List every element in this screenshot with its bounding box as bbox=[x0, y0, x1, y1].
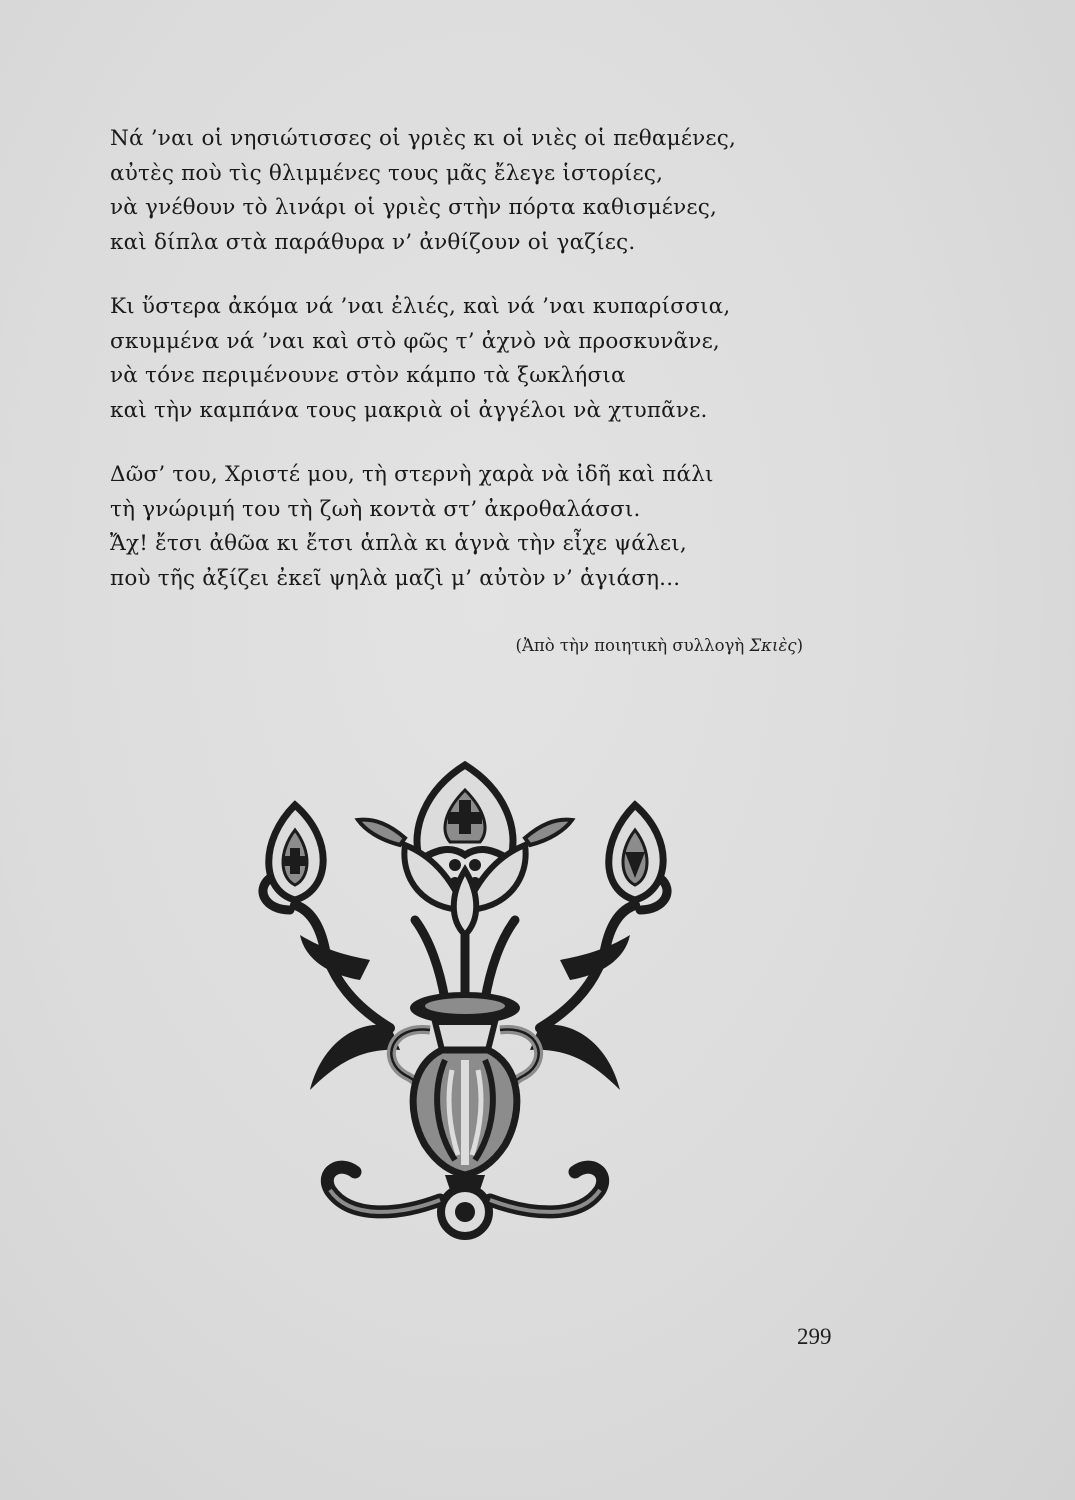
poem-line: Δῶσ’ του, Χριστέ μου, τὴ στερνὴ χαρὰ νὰ ἰδῆ καὶ πάλι bbox=[110, 462, 714, 487]
flower-vase-ornament-icon bbox=[240, 760, 690, 1250]
poem-line: τὴ γνώριμή του τὴ ζωὴ κοντὰ στ’ ἀκροθαλάσσι. bbox=[110, 496, 641, 522]
poem-line: καὶ τὴν καμπάνα τους μακριὰ οἱ ἀγγέλοι νὰ χτυπᾶνε. bbox=[110, 397, 708, 423]
poem-line: αὐτὲς ποὺ τὶς θλιμμένες τους μᾶς ἔλεγε ἱστορίες, bbox=[110, 160, 664, 186]
poem bbox=[110, 122, 870, 626]
poem-line: νὰ γνέθουν τὸ λινάρι οἱ γριὲς στὴν πόρτα καθισμένες, bbox=[110, 195, 718, 220]
source-suffix: ) bbox=[796, 636, 803, 655]
poem-line: σκυμμένα νά ’ναι καὶ στὸ φῶς τ’ ἀχνὸ νὰ προσκυνᾶνε, bbox=[110, 328, 720, 354]
page-number: 299 bbox=[797, 1324, 832, 1349]
source-title: Σκιὲς bbox=[749, 636, 797, 655]
source-prefix: (Ἀπὸ τὴν ποιητικὴ συλλογὴ bbox=[515, 636, 750, 655]
stanza-2 bbox=[110, 290, 870, 428]
poem-line: Ἄχ! ἔτσι ἀθῶα κι ἔτσι ἁπλὰ κι ἁγνὰ τὴν εἶχε ψάλει, bbox=[110, 531, 687, 556]
poem-line: ποὺ τῆς ἀξίζει ἐκεῖ ψηλὰ μαζὶ μ’ αὐτὸν ν’ ἁγιάση... bbox=[110, 565, 681, 591]
poem-line: Κι ὕστερα ἀκόμα νά ’ναι ἐλιές, καὶ νά ’ναι κυπαρίσσια, bbox=[110, 294, 731, 319]
poem-line: καὶ δίπλα στὰ παράθυρα ν’ ἀνθίζουν οἱ γαζίες. bbox=[110, 229, 636, 255]
poem-line: νὰ τόνε περιμένουνε στὸν κάμπο τὰ ξωκλήσια bbox=[110, 363, 626, 388]
stanza-1 bbox=[110, 122, 870, 260]
poem-line: Νά ’ναι οἱ νησιώτισσες οἱ γριὲς κι οἱ νιὲς οἱ πεθαμένες, bbox=[110, 126, 737, 151]
source-citation bbox=[516, 636, 803, 655]
stanza-3 bbox=[110, 458, 870, 596]
